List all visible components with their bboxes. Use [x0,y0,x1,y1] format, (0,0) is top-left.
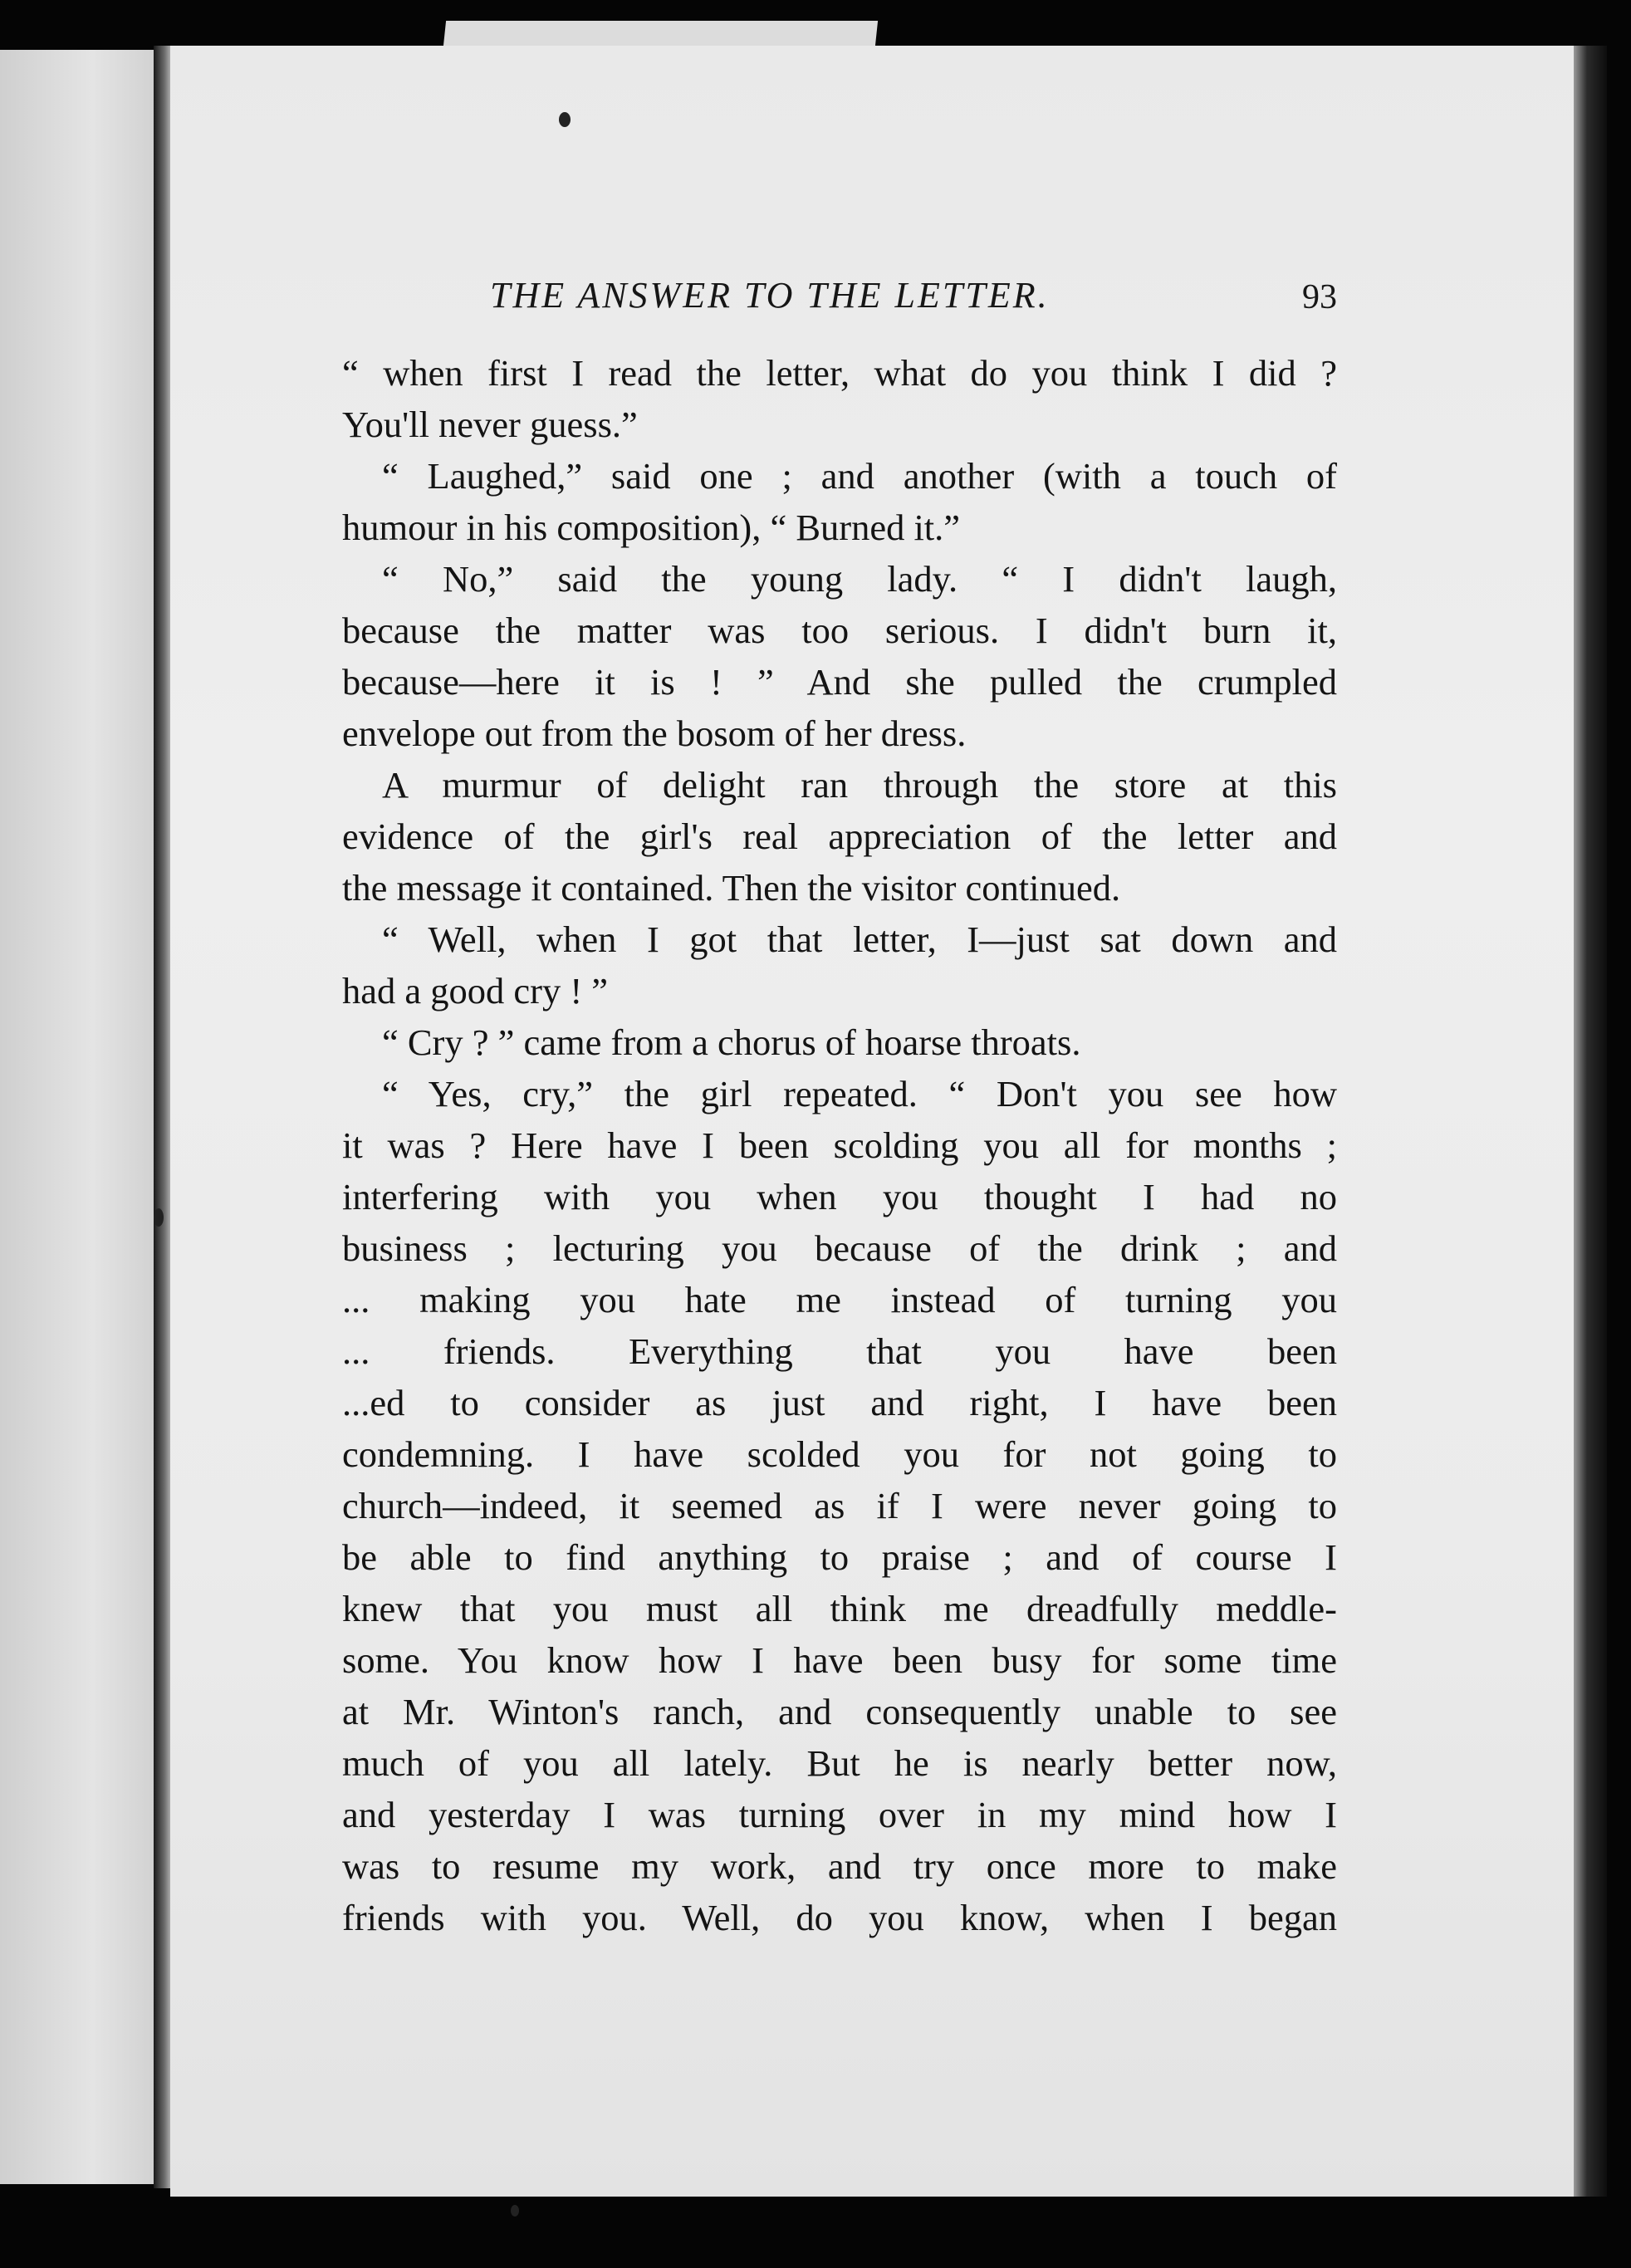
text-line: “ Yes, cry,” the girl repeated. “ Don't you see how [382,1073,1337,1114]
page-right-edge [1574,46,1607,2197]
text-line: because the matter was too serious. I didn't burn it, [342,610,1337,651]
text-line: the message it contained. Then the visitor continued. [342,867,1121,909]
page-number: 93 [1302,278,1337,316]
text-line: because—here it is ! ” And she pulled the crumpled [342,661,1337,703]
text-line: “ No,” said the young lady. “ I didn't laugh, [382,558,1337,600]
text-line: “ when first I read the letter, what do you think I did ? [342,352,1337,394]
text-line: ... friends. Everything that you have been [342,1330,1337,1372]
text-line: ... making you hate me instead of turning you [342,1279,1337,1320]
text-line: interfering with you when you thought I had no [342,1176,1337,1217]
text-line: some. You know how I have been busy for some time [342,1639,1337,1681]
book-gutter [154,46,172,2188]
text-line: humour in his composition), “ Burned it.” [342,507,961,548]
text-line: envelope out from the bosom of her dress. [342,713,967,754]
text-line: evidence of the girl's real appreciation of the letter and [342,816,1337,857]
facing-page-edge [0,50,156,2184]
text-line: condemning. I have scolded you for not going to [342,1433,1337,1475]
ink-speck [154,1208,164,1227]
text-line: “ Cry ? ” came from a chorus of hoarse throats. [382,1021,1081,1063]
text-line: knew that you must all think me dreadfully meddle- [342,1588,1337,1629]
text-line: You'll never guess.” [342,404,638,445]
ink-speck [511,2205,519,2217]
body-text [342,347,1337,1943]
text-line: and yesterday I was turning over in my mind how I [342,1794,1337,1835]
running-head [490,274,1337,332]
ink-speck [559,112,571,127]
text-line: friends with you. Well, do you know, when I began [342,1897,1337,1938]
text-line: it was ? Here have I been scolding you all for months ; [342,1124,1337,1166]
running-title: THE ANSWER TO THE LETTER. [490,275,1050,316]
text-line: “ Well, when I got that letter, I—just sat down and [382,918,1337,960]
text-line: church—indeed, it seemed as if I were never going to [342,1485,1337,1526]
text-line: “ Laughed,” said one ; and another (with a touch of [382,455,1337,497]
text-line: A murmur of delight ran through the store at this [382,764,1337,806]
text-line: business ; lecturing you because of the drink ; and [342,1227,1337,1269]
text-line: be able to find anything to praise ; and of course I [342,1536,1337,1578]
text-line: was to resume my work, and try once more to make [342,1845,1337,1887]
text-line: much of you all lately. But he is nearly better now, [342,1742,1337,1784]
text-line: at Mr. Winton's ranch, and consequently unable to see [342,1691,1337,1732]
text-line: ...ed to consider as just and right, I have been [342,1382,1337,1423]
text-line: had a good cry ! ” [342,970,609,1012]
